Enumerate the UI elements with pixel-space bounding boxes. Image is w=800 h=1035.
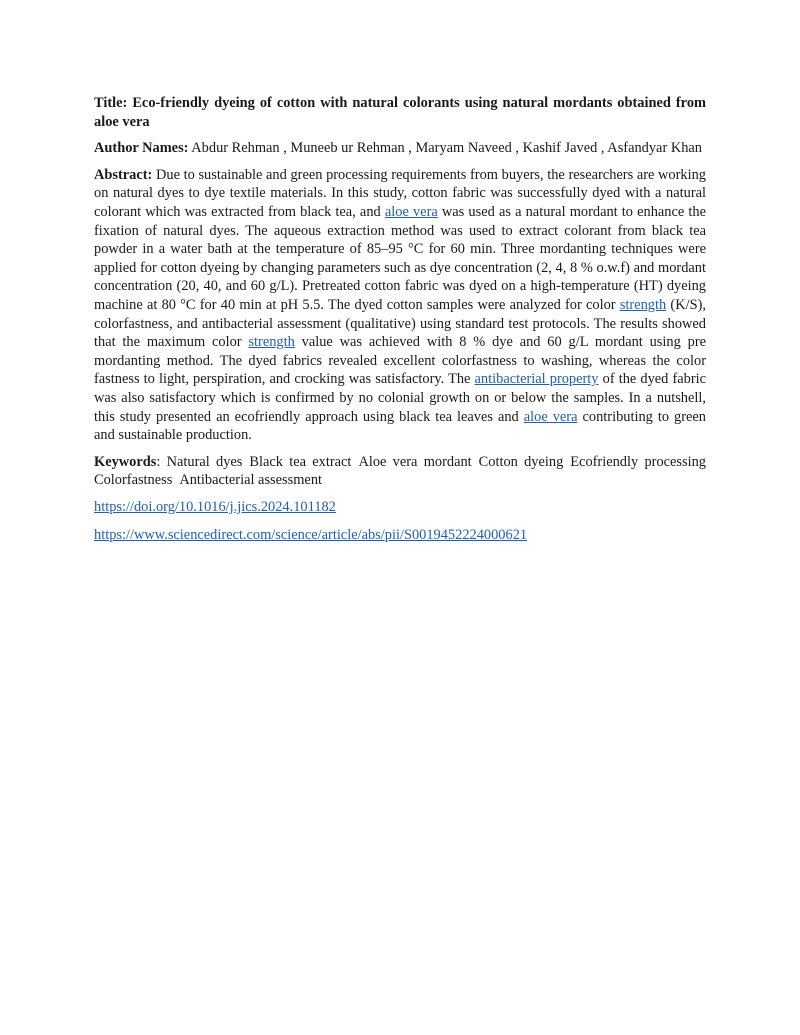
keywords-colon: : bbox=[156, 453, 161, 470]
abstract-text-3: (K/S), colorfastness, and antibacterial assessment (qualitative) using standard test protocols. The results showed that the maximum color bbox=[94, 296, 706, 351]
aloe-vera-link[interactable]: aloe vera bbox=[384, 203, 438, 220]
abstract-text-5: of the dyed fabric was also satisfactory which is confirmed by no colonial growth on or below the samples. In a nutshell, this study presented an ecofriendly approach using black tea leaves and bbox=[94, 371, 707, 425]
abstract-text-4: value was achieved with 8 % dye and 60 g/L mordant using pre mordanting method. The dyed fabrics revealed excellent colorfastness to washing, whereas the color fastness to light, perspiration, and crocking was satisfactory. The bbox=[94, 334, 706, 388]
author-names: Abdur Rehman , Muneeb ur Rehman , Maryam Naveed , Kashif Javed , Asfandyar Khan bbox=[191, 140, 703, 157]
sciencedirect-paragraph bbox=[94, 526, 706, 545]
keywords-label: Keywords bbox=[94, 453, 157, 470]
doi-link[interactable]: https://doi.org/10.1016/j.jics.2024.101182 bbox=[94, 498, 336, 515]
keyword-item: Colorfastness bbox=[94, 472, 173, 489]
title-label: Title: bbox=[94, 95, 128, 111]
doi-paragraph bbox=[94, 498, 706, 517]
keyword-item: Natural dyes bbox=[166, 453, 243, 470]
abstract-text-2: was used as a natural mordant to enhance the fixation of natural dyes. The aqueous extraction method was used to extract colorant from black tea powder in a water bath at the temperature of 85–95 °C for 60 min. Three mordanting techniques were applied for cotton dyeing by changing parameters such as dye concentration (2, 4, 8 % o.w.f) and mordant concentration (20, 40, and 60 g/L). Pretreated cotton fabric was dyed on a high-temperature (HT) dyeing machine at 80 °C for 40 min at pH 5.5. The dyed cotton samples were analyzed for color bbox=[94, 203, 707, 313]
aloe-vera-link-2[interactable]: aloe vera bbox=[523, 408, 578, 425]
keyword-item: Black tea extract bbox=[249, 453, 352, 470]
abstract-text-6: contributing to green and sustainable production. bbox=[94, 408, 706, 444]
abstract-label: Abstract: bbox=[94, 166, 153, 183]
strength-link[interactable]: strength bbox=[619, 296, 667, 313]
abstract-paragraph bbox=[94, 166, 706, 445]
authors-label: Author Names: bbox=[94, 140, 189, 157]
strength-link-2[interactable]: strength bbox=[248, 334, 295, 351]
antibacterial-property-link[interactable]: antibacterial property bbox=[474, 371, 599, 388]
document-page bbox=[94, 94, 706, 555]
paper-title: Eco-friendly dyeing of cotton with natural colorants using natural mordants obtained from aloe vera bbox=[94, 95, 706, 130]
keywords-paragraph bbox=[94, 453, 706, 490]
keyword-item: Antibacterial assessment bbox=[179, 472, 323, 489]
keyword-item: Aloe vera mordant bbox=[358, 453, 472, 470]
keyword-item: Cotton dyeing bbox=[478, 453, 564, 470]
authors-paragraph bbox=[94, 139, 706, 158]
title-paragraph bbox=[94, 94, 706, 131]
keyword-item: Ecofriendly processing bbox=[570, 453, 706, 470]
sciencedirect-link[interactable]: https://www.sciencedirect.com/science/article/abs/pii/S0019452224000621 bbox=[94, 527, 528, 544]
abstract-text-1: Due to sustainable and green processing requirements from buyers, the researchers are working on natural dyes to dye textile materials. In this study, cotton fabric was successfully dyed with a natural colorant which was extracted from black tea, and bbox=[94, 166, 706, 220]
